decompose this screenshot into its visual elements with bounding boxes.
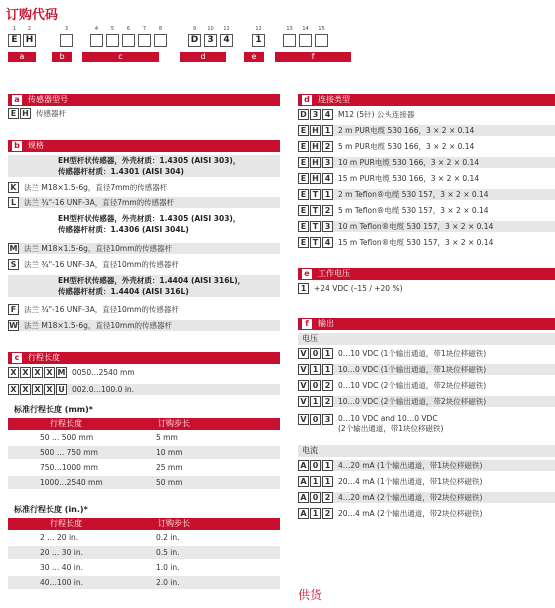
- position-number: 9: [192, 26, 197, 32]
- spec-row-k: [8, 182, 280, 193]
- table-row: [8, 576, 280, 589]
- code-box: 4: [322, 173, 333, 184]
- table-cell: 2 … 20 in.: [40, 533, 79, 542]
- code-box: E: [298, 221, 309, 232]
- section-letter: a: [12, 95, 22, 105]
- code-box: X: [20, 384, 31, 395]
- row-text: 10…0 VDC (1个输出通道，带1块位移磁铁): [338, 365, 487, 374]
- group-text: 传感器杆材质：1.4404 (AISI 316L): [58, 287, 189, 296]
- code-box: 0: [310, 460, 321, 471]
- code-box: 3: [310, 109, 321, 120]
- code-box: 0: [310, 414, 321, 425]
- code-box: H: [20, 108, 31, 119]
- output-row: [298, 364, 555, 375]
- code-box: H: [310, 125, 321, 136]
- table-header: [8, 518, 280, 530]
- row-text: 法兰 ¾"-16 UNF-3A，直径10mm的传感器杆: [24, 305, 179, 314]
- code-box: E: [298, 173, 309, 184]
- section-letter: f: [302, 319, 312, 329]
- code-box: E: [298, 205, 309, 216]
- position-number: 8: [158, 26, 163, 32]
- code-box: 0: [310, 348, 321, 359]
- code-cell: [315, 34, 328, 47]
- code-box: E: [298, 157, 309, 168]
- table-cell: 2.0 in.: [156, 578, 180, 587]
- code-box: V: [298, 364, 309, 375]
- output-row: [298, 460, 555, 471]
- table-cell: 750…1000 mm: [40, 463, 98, 472]
- section-c-header: [8, 352, 280, 364]
- code-box: 2: [322, 380, 333, 391]
- connection-row: [298, 237, 555, 248]
- position-number: 7: [142, 26, 147, 32]
- code-box: E: [298, 189, 309, 200]
- spec-row-w: [8, 320, 280, 331]
- code-box: T: [310, 221, 321, 232]
- code-cell: [106, 34, 119, 47]
- row-text: 2 m PUR电缆 530 166，3 × 2 × 0.14: [338, 126, 475, 135]
- code-box: 1: [298, 283, 309, 294]
- position-number: 15: [318, 26, 325, 32]
- row-text: 20…4 mA (2个输出通道，带2块位移磁铁): [338, 509, 483, 518]
- table-row: [8, 476, 280, 489]
- code-cell: [90, 34, 103, 47]
- stroke-in-row: [8, 384, 280, 395]
- row-text-line: (2个输出通道，带1块位移磁铁): [338, 424, 444, 433]
- code-cell: 4: [220, 34, 233, 47]
- code-cell: H: [23, 34, 36, 47]
- code-box: S: [8, 259, 19, 270]
- code-box: V: [298, 348, 309, 359]
- code-box: E: [298, 125, 309, 136]
- code-box: E: [298, 237, 309, 248]
- connection-row: [298, 141, 555, 152]
- code-box: D: [298, 109, 309, 120]
- section-title: 工作电压: [318, 269, 350, 278]
- code-cell: [154, 34, 167, 47]
- code-group-bar: e: [244, 52, 264, 62]
- spec-row-l: [8, 197, 280, 208]
- row-text: 法兰 ¾"-16 UNF-3A，直径7mm的传感器杆: [24, 198, 175, 207]
- position-number: 12: [255, 26, 262, 32]
- code-box: 2: [322, 508, 333, 519]
- group-text: 传感器杆材质：1.4306 (AISI 304L): [58, 225, 189, 234]
- spec-group-2: [8, 213, 280, 235]
- row-text: 15 m Teflon®电缆 530 157，3 × 2 × 0.14: [338, 238, 494, 247]
- code-cell: 1: [252, 34, 265, 47]
- position-number: 13: [286, 26, 293, 32]
- sensor-type-row: [8, 108, 280, 119]
- code-cell: [283, 34, 296, 47]
- row-text: 10 m PUR电缆 530 166，3 × 2 × 0.14: [338, 158, 480, 167]
- code-box: H: [310, 157, 321, 168]
- table-row: [8, 431, 280, 444]
- code-box: E: [298, 141, 309, 152]
- code-box: K: [8, 182, 19, 193]
- table-cell: 50 mm: [156, 478, 183, 487]
- code-box: V: [298, 396, 309, 407]
- code-box: L: [8, 197, 19, 208]
- position-number: 6: [126, 26, 131, 32]
- row-text: 0…10 VDC (2个输出通道，带2块位移磁铁): [338, 381, 487, 390]
- code-box: F: [8, 304, 19, 315]
- position-number: 14: [302, 26, 309, 32]
- code-box: 2: [322, 492, 333, 503]
- table-cell: 0.5 in.: [156, 548, 180, 557]
- group-text: 传感器杆材质：1.4301 (AISI 304): [58, 167, 184, 176]
- position-number: 10: [207, 26, 214, 32]
- code-box: 1: [310, 364, 321, 375]
- connection-row: [298, 189, 555, 200]
- section-f-header: [298, 318, 555, 330]
- connection-row: [298, 173, 555, 184]
- section-title: 输出: [318, 319, 334, 328]
- code-box: 2: [322, 205, 333, 216]
- row-text: [334, 414, 443, 434]
- table-header: [8, 418, 280, 430]
- code-box: 3: [322, 221, 333, 232]
- section-letter: c: [12, 353, 22, 363]
- code-group-bar: d: [180, 52, 226, 62]
- row-text: +24 VDC (–15 / +20 %): [314, 284, 403, 293]
- code-cell: D: [188, 34, 201, 47]
- column-header: 行程长度: [50, 519, 82, 528]
- output-row: [298, 380, 555, 391]
- section-title: 行程长度: [28, 353, 60, 362]
- connection-row: [298, 157, 555, 168]
- code-box: 2: [322, 141, 333, 152]
- spec-group-1: [8, 155, 280, 177]
- table-cell: 30 … 40 in.: [40, 563, 83, 572]
- position-number: 11: [223, 26, 230, 32]
- column-header: 订购步长: [158, 519, 190, 528]
- group-text: EH型杆状传感器，外壳材质：1.4305 (AISI 303)，: [58, 156, 241, 165]
- output-row: [298, 492, 555, 503]
- std-in-label: 标准行程长度 (in.)*: [14, 505, 88, 514]
- std-mm-label: 标准行程长度 (mm)*: [14, 405, 93, 414]
- code-box: 4: [322, 237, 333, 248]
- section-title: 连接类型: [318, 95, 350, 104]
- code-box: 1: [322, 189, 333, 200]
- code-box: W: [9, 321, 18, 330]
- output-row: [298, 508, 555, 519]
- table-row: [8, 461, 280, 474]
- table-row: [8, 561, 280, 574]
- row-text: 法兰 M18×1.5-6g，直径10mm的传感器杆: [24, 244, 173, 253]
- code-box: 1: [322, 125, 333, 136]
- row-text: 10 m Teflon®电缆 530 157，3 × 2 × 0.14: [338, 222, 494, 231]
- table-cell: 500 … 750 mm: [40, 448, 98, 457]
- code-box: 1: [322, 476, 333, 487]
- code-box: X: [32, 384, 43, 395]
- code-cell: [122, 34, 135, 47]
- column-header: 订购步长: [158, 419, 190, 428]
- table-cell: 1.0 in.: [156, 563, 180, 572]
- code-box: A: [298, 508, 309, 519]
- code-box: M: [9, 244, 18, 253]
- code-box: V: [298, 414, 309, 425]
- code-cell: [299, 34, 312, 47]
- row-text: 0050…2540 mm: [72, 368, 135, 377]
- row-text: 0…10 VDC (1个输出通道，带1块位移磁铁): [338, 349, 487, 358]
- row-text: 4…20 mA (1个输出通道，带1块位移磁铁): [338, 461, 483, 470]
- code-box: 1: [322, 348, 333, 359]
- table-cell: 25 mm: [156, 463, 183, 472]
- code-box: 1: [322, 460, 333, 471]
- section-letter: e: [302, 269, 312, 279]
- table-cell: 10 mm: [156, 448, 183, 457]
- table-cell: 0.2 in.: [156, 533, 180, 542]
- code-cell: [60, 34, 73, 47]
- row-text: 5 m PUR电缆 530 166，3 × 2 × 0.14: [338, 142, 475, 151]
- voltage-label: 电压: [298, 333, 555, 345]
- table-cell: 50 … 500 mm: [40, 433, 94, 442]
- section-d-header: [298, 94, 555, 106]
- section-title: 规格: [28, 141, 44, 150]
- supply-heading: 供货: [298, 588, 323, 602]
- section-b-header: [8, 140, 280, 152]
- code-cell: 3: [204, 34, 217, 47]
- table-row: [8, 546, 280, 559]
- position-number: 1: [12, 26, 17, 32]
- code-box: 1: [322, 364, 333, 375]
- section-a-header: [8, 94, 280, 106]
- code-box: 3: [322, 157, 333, 168]
- spec-row-f: [8, 304, 280, 315]
- code-box: 1: [310, 508, 321, 519]
- row-text: 传感器杆: [36, 109, 66, 118]
- code-box: 3: [322, 414, 333, 425]
- row-text: 4…20 mA (2个输出通道，带2块位移磁铁): [338, 493, 483, 502]
- position-number: 5: [110, 26, 115, 32]
- code-box: H: [310, 141, 321, 152]
- code-box: A: [298, 476, 309, 487]
- row-text: 法兰 ¾"-16 UNF-3A，直径10mm的传感器杆: [24, 260, 179, 269]
- code-box: X: [8, 367, 19, 378]
- code-group-bar: c: [82, 52, 159, 62]
- code-box: 2: [322, 396, 333, 407]
- row-text: 法兰 M18×1.5-6g，直径7mm的传感器杆: [24, 183, 168, 192]
- code-box: X: [32, 367, 43, 378]
- connection-row: [298, 221, 555, 232]
- spec-group-3: [8, 275, 280, 297]
- code-box: M: [57, 368, 66, 377]
- current-label: 电流: [298, 445, 555, 457]
- code-box: T: [310, 189, 321, 200]
- section-letter: b: [12, 141, 22, 151]
- connection-row: [298, 125, 555, 136]
- code-box: X: [44, 384, 55, 395]
- output-row-v03: [298, 414, 555, 438]
- code-box: A: [298, 492, 309, 503]
- code-box: X: [20, 367, 31, 378]
- row-text: 20…4 mA (1个输出通道，带1块位移磁铁): [338, 477, 483, 486]
- table-cell: 5 mm: [156, 433, 178, 442]
- table-cell: 1000…2540 mm: [40, 478, 103, 487]
- code-group-bar: b: [52, 52, 72, 62]
- spec-row-m: [8, 243, 280, 254]
- position-number: 2: [27, 26, 32, 32]
- code-box: 0: [310, 380, 321, 391]
- code-box: T: [310, 237, 321, 248]
- output-row: [298, 476, 555, 487]
- row-text: 法兰 M18×1.5-6g，直径10mm的传感器杆: [24, 321, 173, 330]
- code-group-bar: a: [8, 52, 36, 62]
- row-text: 15 m PUR电缆 530 166，3 × 2 × 0.14: [338, 174, 480, 183]
- row-text: M12 (5针) 公头连接器: [338, 110, 415, 119]
- table-cell: 40…100 in.: [40, 578, 83, 587]
- code-box: X: [8, 384, 19, 395]
- section-letter: d: [302, 95, 312, 105]
- code-box: A: [298, 460, 309, 471]
- code-box: 0: [310, 492, 321, 503]
- output-row: [298, 396, 555, 407]
- code-box: H: [310, 173, 321, 184]
- section-title: 传感器型号: [28, 95, 68, 104]
- code-box: 1: [310, 476, 321, 487]
- code-cell: [138, 34, 151, 47]
- code-box: X: [44, 367, 55, 378]
- code-group-bar: f: [275, 52, 351, 62]
- code-box: E: [8, 108, 19, 119]
- connection-row: [298, 109, 555, 120]
- code-box: U: [56, 384, 67, 395]
- table-cell: 20 … 30 in.: [40, 548, 83, 557]
- code-cell: E: [8, 34, 21, 47]
- page-title: 订购代码: [6, 8, 59, 23]
- code-box: 1: [310, 396, 321, 407]
- row-text: 2 m Teflon®电缆 530 157，3 × 2 × 0.14: [338, 190, 489, 199]
- spec-row-s: [8, 259, 280, 270]
- position-number: 3: [64, 26, 69, 32]
- output-row: [298, 348, 555, 359]
- row-text: 10…0 VDC (2个输出通道，带2块位移磁铁): [338, 397, 487, 406]
- row-text-line: 0…10 VDC and 10…0 VDC: [338, 414, 438, 423]
- code-box: T: [310, 205, 321, 216]
- row-text: 5 m Teflon®电缆 530 157，3 × 2 × 0.14: [338, 206, 489, 215]
- group-text: EH型杆状传感器，外壳材质：1.4404 (AISI 316L)，: [58, 276, 246, 285]
- connection-row: [298, 205, 555, 216]
- code-box: V: [298, 380, 309, 391]
- stroke-mm-row: [8, 367, 280, 378]
- table-row: [8, 446, 280, 459]
- section-e-header: [298, 268, 555, 280]
- group-text: EH型杆状传感器，外壳材质：1.4305 (AISI 303)，: [58, 214, 241, 223]
- voltage-row: [298, 283, 555, 294]
- column-header: 行程长度: [50, 419, 82, 428]
- row-text: 002.0…100.0 in.: [72, 385, 135, 394]
- position-number: 4: [94, 26, 99, 32]
- table-row: [8, 531, 280, 544]
- code-box: 4: [322, 109, 333, 120]
